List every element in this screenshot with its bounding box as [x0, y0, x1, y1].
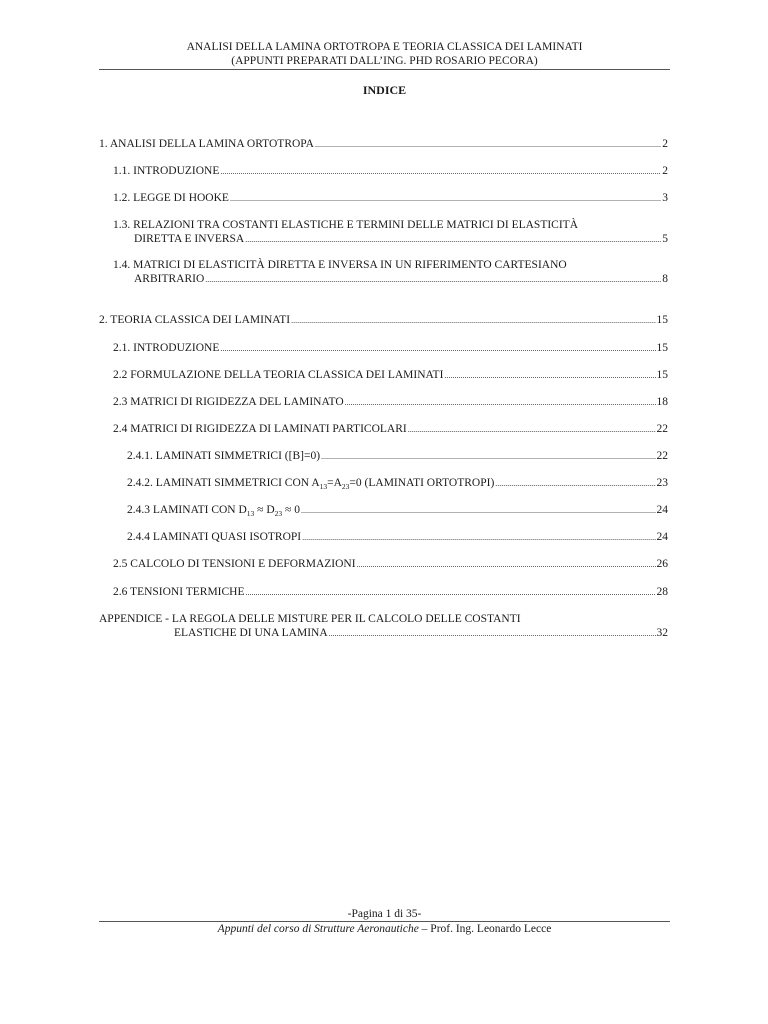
dot-leader	[220, 164, 661, 179]
toc-entry-title: 1.3. RELAZIONI TRA COSTANTI ELASTICHE E TERMINI DELLE MATRICI DI ELASTICITÀ	[113, 219, 578, 231]
dot-leader	[408, 422, 656, 437]
title-part: =0 (LAMINATI ORTOTROPI)	[349, 477, 495, 489]
toc-entry-page: 18	[656, 396, 668, 408]
dot-leader	[345, 395, 656, 410]
toc-entry-title: 2.4 MATRICI DI RIGIDEZZA DI LAMINATI PARTICOLARI	[113, 423, 407, 435]
toc-entry-2-4-3[interactable]	[127, 503, 668, 518]
title-part: 2.4.2. LAMINATI SIMMETRICI CON A	[127, 477, 320, 489]
dot-leader	[246, 585, 656, 600]
subscript: 23	[274, 509, 283, 518]
toc-entry-page: 8	[662, 273, 668, 285]
toc-entry-2[interactable]	[99, 313, 668, 328]
toc-entry-1-2[interactable]	[113, 191, 668, 206]
toc-entry-2-4-2[interactable]	[127, 476, 668, 491]
author-name: – Prof. Ing. Leonardo Lecce	[418, 923, 552, 935]
dot-leader	[357, 557, 656, 572]
toc-entry-title: 2.6 TENSIONI TERMICHE	[113, 586, 245, 598]
toc-entry-page: 15	[656, 314, 668, 326]
title-part: 2.4.3 LAMINATI CON D	[127, 504, 247, 516]
page-title: INDICE	[362, 83, 407, 97]
toc-entry-page: 28	[656, 586, 668, 598]
toc-entry-title: 2.4.4 LAMINATI QUASI ISOTROPI	[127, 531, 302, 543]
toc-entry-2-4[interactable]	[113, 422, 668, 437]
toc-entry-1[interactable]	[99, 137, 668, 152]
toc-entry-title: 2.4.1. LAMINATI SIMMETRICI ([B]=0)	[127, 450, 321, 462]
toc-entry-page: 5	[662, 233, 668, 245]
toc-entry-page: 26	[656, 558, 668, 570]
toc-entry-2-4-4[interactable]	[127, 530, 668, 545]
header-subtitle: (APPUNTI PREPARATI DALL’ING. PHD ROSARIO PECORA)	[231, 55, 538, 67]
toc-entry-title: 1.1. INTRODUZIONE	[113, 165, 220, 177]
toc-entry-page: 15	[656, 342, 668, 354]
subscript: 13	[246, 509, 255, 518]
toc-entry-title	[127, 503, 300, 517]
toc-entry-title: 2.5 CALCOLO DI TENSIONI E DEFORMAZIONI	[113, 558, 356, 570]
dot-leader	[291, 313, 655, 328]
toc-entry-2-5[interactable]	[113, 557, 668, 572]
dot-leader	[495, 476, 655, 491]
toc-entry-title-cont: ELASTICHE DI UNA LAMINA	[174, 627, 328, 639]
toc-entry-title: 2.3 MATRICI DI RIGIDEZZA DEL LAMINATO	[113, 396, 344, 408]
course-name: Appunti del corso di Strutture Aeronautiche	[217, 923, 419, 935]
toc-entry-page: 22	[656, 450, 668, 462]
dot-leader	[245, 232, 661, 247]
dot-leader	[220, 341, 655, 356]
toc-entry-title: 2. TEORIA CLASSICA DEI LAMINATI	[99, 314, 291, 326]
toc-entry-page: 24	[656, 504, 668, 516]
dot-leader	[302, 530, 655, 545]
toc-entry-page: 22	[656, 423, 668, 435]
toc-entry-title: 1.2. LEGGE DI HOOKE	[113, 192, 229, 204]
page-number: -Pagina 1 di 35-	[347, 908, 422, 920]
toc-entry-title: 2.2 FORMULAZIONE DELLA TEORIA CLASSICA DEI LAMINATI	[113, 369, 444, 381]
toc-entry-1-3[interactable]	[113, 218, 668, 247]
subscript: 13	[319, 482, 328, 491]
toc-entry-page: 2	[662, 138, 668, 150]
toc-entry-1-1[interactable]	[113, 164, 668, 179]
toc-entry-2-4-1[interactable]	[127, 449, 668, 464]
toc-entry-title: 2.1. INTRODUZIONE	[113, 342, 220, 354]
toc-entry-page: 15	[656, 369, 668, 381]
toc-entry-page: 23	[656, 477, 668, 489]
toc-entry-2-2[interactable]	[113, 368, 668, 383]
toc-entry-page: 24	[656, 531, 668, 543]
dot-leader	[321, 449, 655, 464]
subscript: 23	[341, 482, 350, 491]
toc-entry-title: APPENDICE - LA REGOLA DELLE MISTURE PER IL CALCOLO DELLE COSTANTI	[99, 613, 521, 625]
toc-entry-page: 32	[656, 627, 668, 639]
dot-leader	[329, 626, 656, 641]
toc-entry-2-6[interactable]	[113, 585, 668, 600]
header-title: ANALISI DELLA LAMINA ORTOTROPA E TEORIA CLASSICA DEI LAMINATI	[186, 41, 583, 53]
toc-entry-title: 1.4. MATRICI DI ELASTICITÀ DIRETTA E INVERSA IN UN RIFERIMENTO CARTESIANO	[113, 259, 567, 271]
toc-entry-title: 1. ANALISI DELLA LAMINA ORTOTROPA	[99, 138, 314, 150]
dot-leader	[301, 503, 656, 518]
dot-leader	[205, 272, 661, 287]
dot-leader	[315, 137, 661, 152]
footer-divider	[99, 921, 670, 922]
toc-entry-2-3[interactable]	[113, 395, 668, 410]
toc-entry-appendix[interactable]	[99, 612, 668, 641]
toc-entry-title-cont: ARBITRARIO	[134, 273, 205, 285]
toc-entry-2-1[interactable]	[113, 341, 668, 356]
toc-entry-title	[127, 476, 494, 490]
title-part: ≈ D	[254, 504, 275, 516]
dot-leader	[444, 368, 655, 383]
title-part: =A	[327, 477, 342, 489]
title-part: ≈ 0	[282, 504, 300, 516]
footer-credit	[99, 923, 670, 935]
toc-entry-1-4[interactable]	[113, 258, 668, 287]
toc-entry-page: 2	[662, 165, 668, 177]
toc-entry-page: 3	[662, 192, 668, 204]
toc-entry-title-cont: DIRETTA E INVERSA	[134, 233, 245, 245]
dot-leader	[230, 191, 661, 206]
